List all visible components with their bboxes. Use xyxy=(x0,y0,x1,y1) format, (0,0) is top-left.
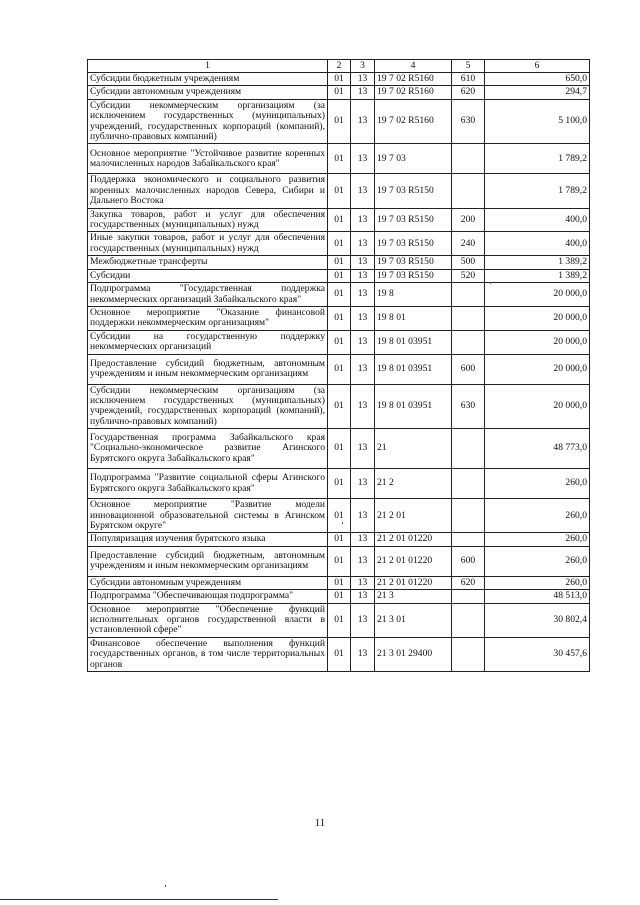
section-code: 01 xyxy=(328,590,351,603)
table-row xyxy=(88,546,590,576)
column-number: 5 xyxy=(452,60,485,73)
row-name: Государственная программа Забайкальского края "Социально-экономическое развитие Агинского Бурятского округа Забайкальского края" xyxy=(88,429,328,469)
expense-type-code: 500 xyxy=(452,256,485,269)
section-code: 01 xyxy=(328,533,351,546)
row-name: Субсидии на государственную поддержку некоммерческих организаций xyxy=(88,330,328,354)
subsection-code: 13 xyxy=(351,144,375,174)
subsection-code: 13 xyxy=(351,384,375,429)
table-row xyxy=(88,499,590,533)
subsection-code: 13 xyxy=(351,208,375,232)
amount: 294,7 xyxy=(485,86,590,99)
expense-type-code xyxy=(452,330,485,354)
section-code: 01 xyxy=(328,99,351,144)
expense-type-code xyxy=(452,174,485,208)
amount: 1 389,2 xyxy=(485,269,590,282)
target-article-code: 19 8 01 03951 xyxy=(375,354,452,384)
row-name: Подпрограмма "Обеспечивающая подпрограмма" xyxy=(88,590,328,603)
target-article-code: 19 7 02 R5160 xyxy=(375,99,452,144)
row-name: Предоставление субсидий бюджетным, автономным учреждениям и иным некоммерческим организациям xyxy=(88,546,328,576)
scan-speck xyxy=(342,522,343,524)
subsection-code: 13 xyxy=(351,99,375,144)
section-code: 01 xyxy=(328,73,351,86)
expense-type-code xyxy=(452,603,485,637)
section-code: 01 xyxy=(328,429,351,469)
target-article-code: 21 2 01 01220 xyxy=(375,546,452,576)
section-code: 01 xyxy=(328,330,351,354)
amount: 20 000,0 xyxy=(485,306,590,330)
amount: 20 000,0 xyxy=(485,330,590,354)
subsection-code: 13 xyxy=(351,232,375,256)
expense-type-code: 200 xyxy=(452,208,485,232)
expense-type-code: 620 xyxy=(452,576,485,589)
table-row xyxy=(88,144,590,174)
section-code: 01 xyxy=(328,144,351,174)
amount: 400,0 xyxy=(485,208,590,232)
amount: 20 000,0 xyxy=(485,283,590,307)
target-article-code: 19 8 xyxy=(375,283,452,307)
subsection-code: 13 xyxy=(351,73,375,86)
expense-type-code xyxy=(452,590,485,603)
subsection-code: 13 xyxy=(351,86,375,99)
amount: 260,0 xyxy=(485,576,590,589)
expense-type-code: 620 xyxy=(452,86,485,99)
amount: 260,0 xyxy=(485,499,590,533)
table-row xyxy=(88,590,590,603)
expense-type-code: 520 xyxy=(452,269,485,282)
amount: 650,0 xyxy=(485,73,590,86)
target-article-code: 21 2 xyxy=(375,469,452,499)
scan-speck xyxy=(490,282,491,284)
table-row xyxy=(88,469,590,499)
target-article-code: 21 3 01 29400 xyxy=(375,637,452,671)
target-article-code: 21 3 01 xyxy=(375,603,452,637)
row-name: Закупка товаров, работ и услуг для обеспечения государственных (муниципальных) нужд xyxy=(88,208,328,232)
table-row xyxy=(88,86,590,99)
table-row xyxy=(88,384,590,429)
target-article-code: 19 7 03 R5150 xyxy=(375,256,452,269)
section-code: 01 xyxy=(328,354,351,384)
amount: 1 789,2 xyxy=(485,174,590,208)
target-article-code: 21 xyxy=(375,429,452,469)
target-article-code: 19 8 01 03951 xyxy=(375,330,452,354)
subsection-code: 13 xyxy=(351,637,375,671)
target-article-code: 21 2 01 01220 xyxy=(375,533,452,546)
table-row xyxy=(88,283,590,307)
amount: 30 457,6 xyxy=(485,637,590,671)
subsection-code: 13 xyxy=(351,533,375,546)
subsection-code: 13 xyxy=(351,546,375,576)
column-number: 3 xyxy=(351,60,375,73)
scan-speck xyxy=(165,885,166,887)
row-name: Основное мероприятие "Оказание финансовой поддержки некоммерческим организациям" xyxy=(88,306,328,330)
section-code: 01 xyxy=(328,269,351,282)
table-row xyxy=(88,306,590,330)
subsection-code: 13 xyxy=(351,576,375,589)
amount: 400,0 xyxy=(485,232,590,256)
subsection-code: 13 xyxy=(351,590,375,603)
row-name: Иные закупки товаров, работ и услуг для обеспечения государственных (муниципальных) нужд xyxy=(88,232,328,256)
table-row xyxy=(88,99,590,144)
row-name: Субсидии некоммерческим организациям (за исключением государственных (муниципальных) учреждений, государственных корпораций (компаний), публично-правовых компаний) xyxy=(88,99,328,144)
amount: 1 789,2 xyxy=(485,144,590,174)
table-row xyxy=(88,269,590,282)
expense-type-code xyxy=(452,533,485,546)
expense-type-code: 600 xyxy=(452,354,485,384)
amount: 48 773,0 xyxy=(485,429,590,469)
subsection-code: 13 xyxy=(351,306,375,330)
section-code: 01 xyxy=(328,256,351,269)
table-row xyxy=(88,256,590,269)
section-code: 01 xyxy=(328,232,351,256)
page-number: 11 xyxy=(314,817,326,829)
target-article-code: 19 7 02 R5160 xyxy=(375,73,452,86)
target-article-code: 21 2 01 01220 xyxy=(375,576,452,589)
subsection-code: 13 xyxy=(351,330,375,354)
expense-type-code: 600 xyxy=(452,546,485,576)
table-row xyxy=(88,354,590,384)
table-row xyxy=(88,330,590,354)
subsection-code: 13 xyxy=(351,269,375,282)
row-name: Субсидии xyxy=(88,269,328,282)
amount: 1 389,2 xyxy=(485,256,590,269)
target-article-code: 19 7 03 xyxy=(375,144,452,174)
table-row xyxy=(88,208,590,232)
section-code: 01 xyxy=(328,86,351,99)
table-row xyxy=(88,174,590,208)
table-row xyxy=(88,576,590,589)
row-name: Популяризация изучения бурятского языка xyxy=(88,533,328,546)
target-article-code: 21 2 01 xyxy=(375,499,452,533)
amount: 48 513,0 xyxy=(485,590,590,603)
target-article-code: 19 7 03 R5150 xyxy=(375,232,452,256)
column-number: 4 xyxy=(375,60,452,73)
target-article-code: 19 7 02 R5160 xyxy=(375,86,452,99)
row-name: Основное мероприятие "Развитие модели инновационной образовательной системы в Агинском Бурятском округе" xyxy=(88,499,328,533)
table-row xyxy=(88,603,590,637)
section-code: 01 xyxy=(328,174,351,208)
row-name: Межбюджетные трансферты xyxy=(88,256,328,269)
row-name: Основное мероприятие "Устойчивое развитие коренных малочисленных народов Забайкальского края" xyxy=(88,144,328,174)
section-code: 01 xyxy=(328,576,351,589)
budget-table xyxy=(87,59,590,672)
section-code: 01 xyxy=(328,208,351,232)
table-row xyxy=(88,232,590,256)
amount: 260,0 xyxy=(485,533,590,546)
subsection-code: 13 xyxy=(351,603,375,637)
row-name: Основное мероприятие "Обеспечение функций исполнительных органов государственной власти в установленной сфере" xyxy=(88,603,328,637)
expense-type-code xyxy=(452,637,485,671)
section-code: 01 xyxy=(328,283,351,307)
subsection-code: 13 xyxy=(351,354,375,384)
row-name: Предоставление субсидий бюджетным, автономным учреждениям и иным некоммерческим организациям xyxy=(88,354,328,384)
section-code: 01 xyxy=(328,603,351,637)
amount: 260,0 xyxy=(485,546,590,576)
table-row xyxy=(88,533,590,546)
amount: 5 100,0 xyxy=(485,99,590,144)
row-name: Субсидии бюджетным учреждениям xyxy=(88,73,328,86)
section-code: 01 xyxy=(328,384,351,429)
column-number: 6 xyxy=(485,60,590,73)
target-article-code: 19 7 03 R5150 xyxy=(375,269,452,282)
table-row xyxy=(88,637,590,671)
section-code: 01 xyxy=(328,546,351,576)
target-article-code: 19 8 01 03951 xyxy=(375,384,452,429)
expense-type-code xyxy=(452,144,485,174)
subsection-code: 13 xyxy=(351,499,375,533)
subsection-code: 13 xyxy=(351,256,375,269)
target-article-code: 21 3 xyxy=(375,590,452,603)
subsection-code: 13 xyxy=(351,283,375,307)
expense-type-code: 630 xyxy=(452,384,485,429)
section-code: 01 xyxy=(328,469,351,499)
table-row xyxy=(88,73,590,86)
target-article-code: 19 7 03 R5150 xyxy=(375,174,452,208)
expense-type-code xyxy=(452,429,485,469)
section-code: 01 xyxy=(328,499,351,533)
table-row xyxy=(88,429,590,469)
amount: 30 802,4 xyxy=(485,603,590,637)
amount: 20 000,0 xyxy=(485,384,590,429)
expense-type-code xyxy=(452,469,485,499)
row-name: Субсидии автономным учреждениям xyxy=(88,86,328,99)
subsection-code: 13 xyxy=(351,429,375,469)
row-name: Субсидии некоммерческим организациям (за исключением государственных (муниципальных) учреждений, государственных корпораций (компаний), публично-правовых компаний) xyxy=(88,384,328,429)
subsection-code: 13 xyxy=(351,174,375,208)
target-article-code: 19 8 01 xyxy=(375,306,452,330)
expense-type-code: 610 xyxy=(452,73,485,86)
expense-type-code xyxy=(452,283,485,307)
footer-rule xyxy=(0,899,278,900)
section-code: 01 xyxy=(328,637,351,671)
section-code: 01 xyxy=(328,306,351,330)
expense-type-code xyxy=(452,306,485,330)
expense-type-code: 630 xyxy=(452,99,485,144)
amount: 20 000,0 xyxy=(485,354,590,384)
row-name: Поддержка экономического и социального развития коренных малочисленных народов Севера, Сибири и Дальнего Востока xyxy=(88,174,328,208)
row-name: Финансовое обеспечение выполнения функций государственных органов, в том числе территориальных органов xyxy=(88,637,328,671)
expense-type-code: 240 xyxy=(452,232,485,256)
subsection-code: 13 xyxy=(351,469,375,499)
column-number: 2 xyxy=(328,60,351,73)
expense-type-code xyxy=(452,499,485,533)
amount: 260,0 xyxy=(485,469,590,499)
target-article-code: 19 7 03 R5150 xyxy=(375,208,452,232)
row-name: Подпрограмма "Развитие социальной сферы Агинского Бурятского округа Забайкальского края" xyxy=(88,469,328,499)
row-name: Субсидии автономным учреждениям xyxy=(88,576,328,589)
row-name: Подпрограмма "Государственная поддержка некоммерческих организаций Забайкальского края" xyxy=(88,283,328,307)
column-number-row xyxy=(88,60,590,73)
column-number: 1 xyxy=(88,60,328,73)
